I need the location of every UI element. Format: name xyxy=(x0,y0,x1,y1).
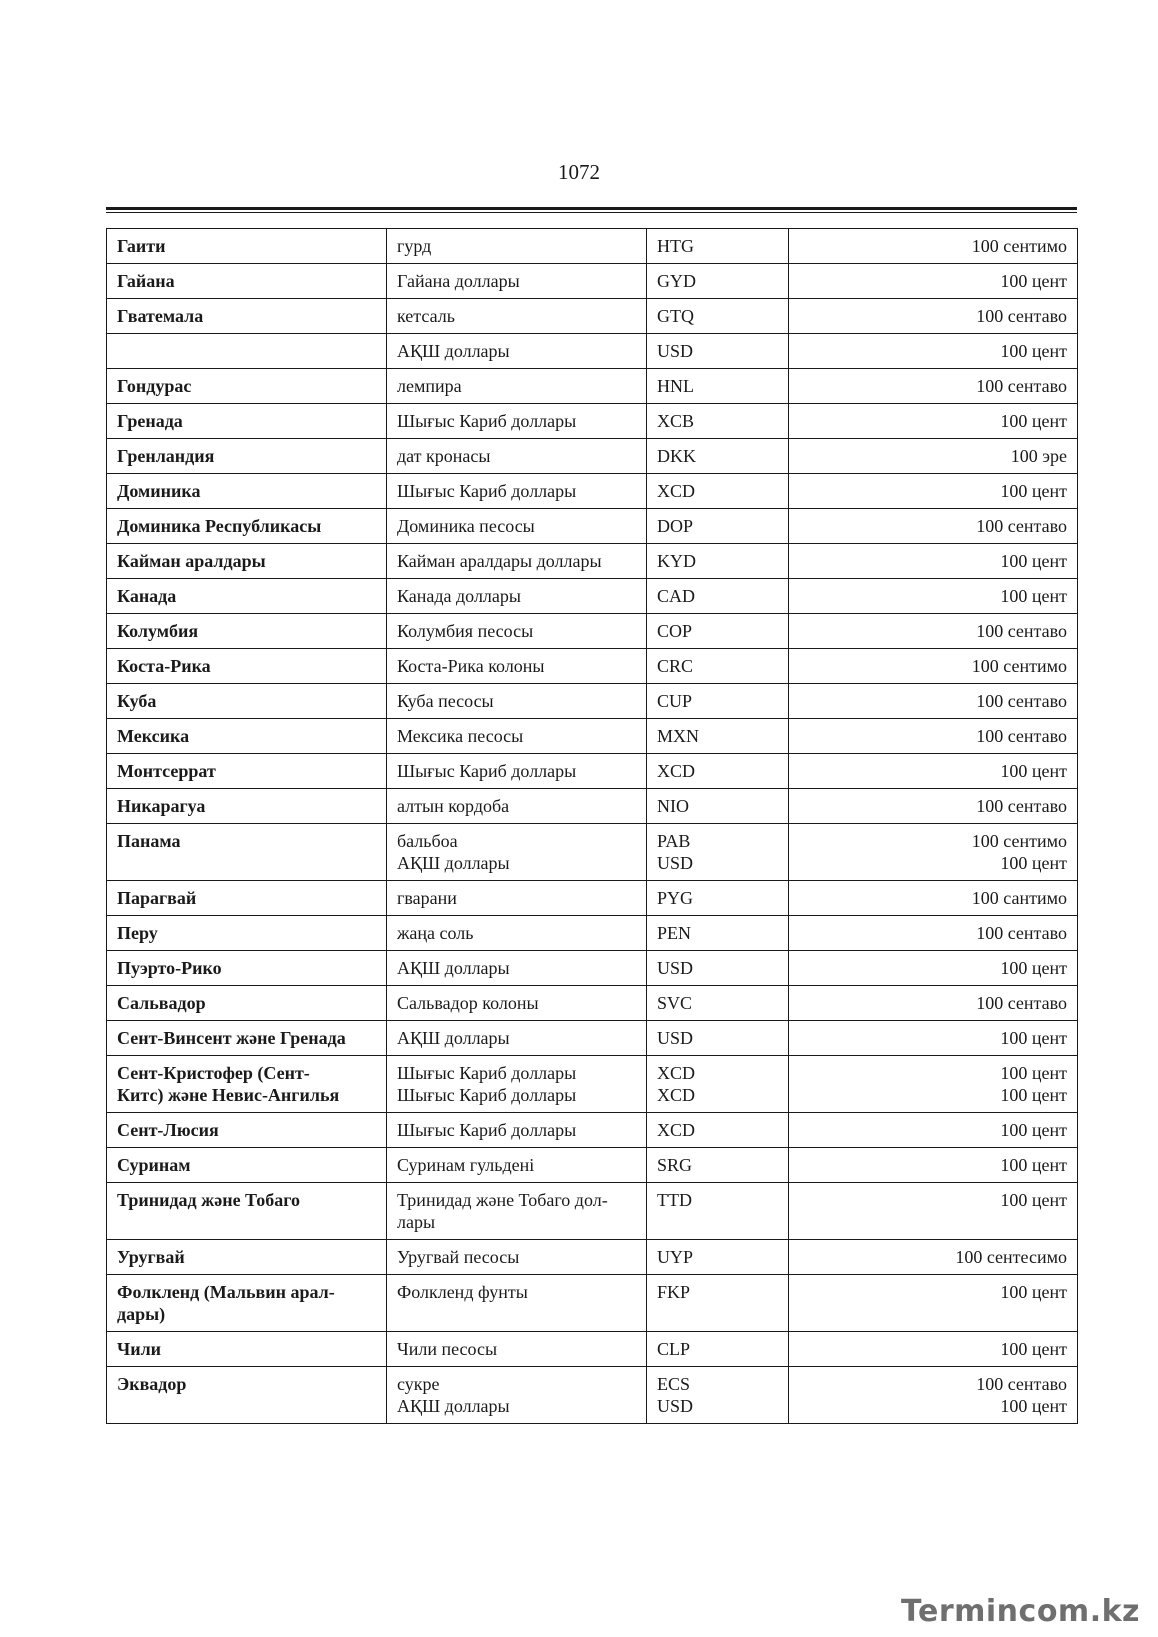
currency-cell-line: сукре xyxy=(397,1374,440,1394)
subunit-cell xyxy=(789,1332,1078,1367)
code-cell-line: XCD xyxy=(657,481,696,501)
code-cell xyxy=(647,544,789,579)
header-rule-thin xyxy=(106,212,1077,213)
country-cell-line: Уругвай xyxy=(117,1247,185,1267)
currency-cell xyxy=(387,369,647,404)
code-cell xyxy=(647,509,789,544)
currency-cell-line: АҚШ доллары xyxy=(397,1396,510,1416)
code-cell-line: CRC xyxy=(657,656,694,676)
code-cell xyxy=(647,649,789,684)
code-cell-line: TTD xyxy=(657,1190,692,1210)
code-cell-line: UYP xyxy=(657,1247,694,1267)
subunit-cell xyxy=(789,369,1078,404)
code-cell-line: SRG xyxy=(657,1155,693,1175)
subunit-cell xyxy=(789,649,1078,684)
subunit-cell-line: 100 цент xyxy=(1000,271,1067,291)
code-cell-line: CLP xyxy=(657,1339,691,1359)
table-row xyxy=(107,986,1078,1021)
country-cell xyxy=(107,1367,387,1424)
country-cell xyxy=(107,229,387,264)
currency-cell-line: гурд xyxy=(397,236,432,256)
currency-cell xyxy=(387,1240,647,1275)
code-cell xyxy=(647,404,789,439)
country-cell xyxy=(107,404,387,439)
code-cell xyxy=(647,369,789,404)
code-cell xyxy=(647,1367,789,1424)
country-cell xyxy=(107,1240,387,1275)
code-cell xyxy=(647,986,789,1021)
country-cell xyxy=(107,439,387,474)
subunit-cell-line: 100 сентаво xyxy=(976,796,1067,816)
table-row xyxy=(107,824,1078,881)
code-cell-line: XCD xyxy=(657,1063,696,1083)
code-cell xyxy=(647,1113,789,1148)
country-cell xyxy=(107,614,387,649)
currency-cell xyxy=(387,789,647,824)
subunit-cell-line: 100 цент xyxy=(1000,958,1067,978)
code-cell xyxy=(647,916,789,951)
header-rule-thick xyxy=(106,207,1077,210)
table-row xyxy=(107,1367,1078,1424)
currency-cell-line: Канада доллары xyxy=(397,586,521,606)
page-number: 1072 xyxy=(558,160,600,184)
code-cell xyxy=(647,474,789,509)
subunit-cell-line: 100 цент xyxy=(1000,551,1067,571)
code-cell xyxy=(647,1148,789,1183)
currency-cell xyxy=(387,1021,647,1056)
subunit-cell xyxy=(789,264,1078,299)
table-row xyxy=(107,951,1078,986)
table-row xyxy=(107,614,1078,649)
subunit-cell xyxy=(789,229,1078,264)
country-cell-line: Китс) және Невис-Ангилья xyxy=(117,1085,340,1105)
code-cell-line: COP xyxy=(657,621,693,641)
code-cell-line: USD xyxy=(657,1396,694,1416)
country-cell-line: дары) xyxy=(117,1304,166,1324)
country-cell-line: Панама xyxy=(117,831,181,851)
subunit-cell-line: 100 сентимо xyxy=(971,831,1067,851)
currency-cell-line: Суринам гульдені xyxy=(397,1155,535,1175)
currency-cell xyxy=(387,649,647,684)
subunit-cell-line: 100 цент xyxy=(1000,481,1067,501)
subunit-cell xyxy=(789,404,1078,439)
country-cell-line: Тринидад және Тобаго xyxy=(117,1190,300,1210)
table-row xyxy=(107,229,1078,264)
subunit-cell xyxy=(789,986,1078,1021)
country-cell xyxy=(107,986,387,1021)
subunit-cell xyxy=(789,439,1078,474)
table-row xyxy=(107,579,1078,614)
subunit-cell xyxy=(789,1367,1078,1424)
country-cell xyxy=(107,299,387,334)
country-cell-line: Суринам xyxy=(117,1155,191,1175)
subunit-cell-line: 100 цент xyxy=(1000,1063,1067,1083)
code-cell-line: PYG xyxy=(657,888,694,908)
subunit-cell-line: 100 цент xyxy=(1000,586,1067,606)
country-cell xyxy=(107,1113,387,1148)
code-cell-line: HNL xyxy=(657,376,694,396)
code-cell-line: PAB xyxy=(657,831,691,851)
table-row xyxy=(107,1240,1078,1275)
country-cell-line: Кайман аралдары xyxy=(117,551,266,571)
currency-cell-line: Тринидад және Тобаго дол- xyxy=(397,1190,608,1210)
code-cell-line: XCD xyxy=(657,1120,696,1140)
table-row xyxy=(107,649,1078,684)
code-cell xyxy=(647,1240,789,1275)
subunit-cell xyxy=(789,881,1078,916)
country-cell-line: Монтсеррат xyxy=(117,761,216,781)
country-cell xyxy=(107,754,387,789)
code-cell xyxy=(647,881,789,916)
country-cell-line: Гондурас xyxy=(117,376,192,396)
subunit-cell-line: 100 сентаво xyxy=(976,376,1067,396)
currency-cell-line: жаңа соль xyxy=(397,923,474,943)
code-cell-line: CAD xyxy=(657,586,696,606)
currency-cell-line: АҚШ доллары xyxy=(397,958,510,978)
code-cell xyxy=(647,264,789,299)
subunit-cell-line: 100 сентаво xyxy=(976,621,1067,641)
code-cell xyxy=(647,1275,789,1332)
code-cell xyxy=(647,1183,789,1240)
country-cell xyxy=(107,649,387,684)
table-row xyxy=(107,369,1078,404)
subunit-cell-line: 100 сентимо xyxy=(971,236,1067,256)
table-row xyxy=(107,299,1078,334)
country-cell-line: Канада xyxy=(117,586,177,606)
currency-cell xyxy=(387,1275,647,1332)
subunit-cell xyxy=(789,1275,1078,1332)
table-row xyxy=(107,684,1078,719)
country-cell-line: Гватемала xyxy=(117,306,204,326)
subunit-cell-line: 100 цент xyxy=(1000,1282,1067,1302)
code-cell xyxy=(647,951,789,986)
subunit-cell-line: 100 сентаво xyxy=(976,993,1067,1013)
table-row xyxy=(107,334,1078,369)
subunit-cell xyxy=(789,299,1078,334)
subunit-cell-line: 100 цент xyxy=(1000,1028,1067,1048)
currency-cell xyxy=(387,614,647,649)
currency-cell xyxy=(387,754,647,789)
currency-cell-line: гварани xyxy=(397,888,457,908)
currency-cell-line: лемпира xyxy=(397,376,462,396)
table-row xyxy=(107,916,1078,951)
country-cell xyxy=(107,1021,387,1056)
subunit-cell xyxy=(789,1183,1078,1240)
subunit-cell xyxy=(789,1113,1078,1148)
code-cell-line: ECS xyxy=(657,1374,691,1394)
subunit-cell xyxy=(789,509,1078,544)
code-cell-line: MXN xyxy=(657,726,700,746)
subunit-cell-line: 100 сентаво xyxy=(976,306,1067,326)
code-cell xyxy=(647,229,789,264)
country-cell xyxy=(107,264,387,299)
code-cell-line: GTQ xyxy=(657,306,694,326)
country-cell xyxy=(107,509,387,544)
table-row xyxy=(107,1332,1078,1367)
table-row xyxy=(107,474,1078,509)
table-row xyxy=(107,754,1078,789)
currency-cell xyxy=(387,334,647,369)
country-cell-line: Эквадор xyxy=(117,1374,187,1394)
subunit-cell xyxy=(789,474,1078,509)
subunit-cell xyxy=(789,1240,1078,1275)
table-row xyxy=(107,1113,1078,1148)
currency-cell xyxy=(387,1367,647,1424)
country-cell-line: Гаити xyxy=(117,236,166,256)
subunit-cell-line: 100 цент xyxy=(1000,761,1067,781)
currency-cell-line: Сальвадор колоны xyxy=(397,993,539,1013)
code-cell xyxy=(647,754,789,789)
subunit-cell xyxy=(789,916,1078,951)
subunit-cell-line: 100 сентаво xyxy=(976,726,1067,746)
country-cell-line: Сент-Кристофер (Сент- xyxy=(117,1063,310,1083)
country-cell xyxy=(107,1056,387,1113)
currency-cell-line: Чили песосы xyxy=(397,1339,498,1359)
subunit-cell xyxy=(789,684,1078,719)
code-cell-line: USD xyxy=(657,958,694,978)
code-cell xyxy=(647,719,789,754)
country-cell xyxy=(107,579,387,614)
currency-cell xyxy=(387,916,647,951)
currency-cell xyxy=(387,986,647,1021)
code-cell-line: USD xyxy=(657,1028,694,1048)
subunit-cell-line: 100 цент xyxy=(1000,1190,1067,1210)
country-cell-line: Гренада xyxy=(117,411,183,431)
currency-cell xyxy=(387,299,647,334)
code-cell xyxy=(647,614,789,649)
subunit-cell-line: 100 цент xyxy=(1000,1396,1067,1416)
code-cell-line: DKK xyxy=(657,446,696,466)
code-cell-line: HTG xyxy=(657,236,694,256)
table-row xyxy=(107,1021,1078,1056)
subunit-cell xyxy=(789,719,1078,754)
currency-cell-line: АҚШ доллары xyxy=(397,341,510,361)
subunit-cell-line: 100 сентаво xyxy=(976,923,1067,943)
subunit-cell-line: 100 цент xyxy=(1000,1085,1067,1105)
country-cell xyxy=(107,1183,387,1240)
country-cell-line: Фолкленд (Мальвин арал- xyxy=(117,1282,335,1302)
country-cell xyxy=(107,719,387,754)
code-cell-line: PEN xyxy=(657,923,692,943)
currency-cell-line: АҚШ доллары xyxy=(397,1028,510,1048)
code-cell-line: CUP xyxy=(657,691,693,711)
currency-cell xyxy=(387,1148,647,1183)
currency-cell-line: Шығыс Кариб доллары xyxy=(397,1085,577,1105)
subunit-cell-line: 100 сентаво xyxy=(976,691,1067,711)
currency-cell-line: лары xyxy=(397,1212,436,1232)
country-cell-line: Сент-Винсент және Гренада xyxy=(117,1028,346,1048)
country-cell-line: Мексика xyxy=(117,726,190,746)
code-cell xyxy=(647,789,789,824)
code-cell xyxy=(647,1021,789,1056)
currency-cell-line: Коста-Рика колоны xyxy=(397,656,545,676)
country-cell-line: Доминика xyxy=(117,481,201,501)
subunit-cell xyxy=(789,1056,1078,1113)
country-cell xyxy=(107,1275,387,1332)
country-cell xyxy=(107,334,387,369)
currency-cell-line: Шығыс Кариб доллары xyxy=(397,1120,577,1140)
table-row xyxy=(107,509,1078,544)
subunit-cell-line: 100 сентимо xyxy=(971,656,1067,676)
country-cell xyxy=(107,881,387,916)
code-cell-line: KYD xyxy=(657,551,696,571)
currency-cell xyxy=(387,719,647,754)
code-cell-line: GYD xyxy=(657,271,696,291)
code-cell xyxy=(647,1332,789,1367)
country-cell xyxy=(107,916,387,951)
currency-cell xyxy=(387,229,647,264)
currency-cell xyxy=(387,1056,647,1113)
code-cell-line: XCB xyxy=(657,411,695,431)
currency-cell-line: АҚШ доллары xyxy=(397,853,510,873)
table-row xyxy=(107,789,1078,824)
table-body xyxy=(107,229,1078,1424)
subunit-cell-line: 100 цент xyxy=(1000,1120,1067,1140)
currency-cell-line: бальбоа xyxy=(397,831,458,851)
table-row xyxy=(107,881,1078,916)
country-cell xyxy=(107,369,387,404)
subunit-cell xyxy=(789,614,1078,649)
country-cell-line: Коста-Рика xyxy=(117,656,211,676)
country-cell xyxy=(107,824,387,881)
currency-cell-line: Мексика песосы xyxy=(397,726,524,746)
country-cell xyxy=(107,474,387,509)
currency-cell-line: Шығыс Кариб доллары xyxy=(397,481,577,501)
subunit-cell xyxy=(789,579,1078,614)
country-cell-line: Никарагуа xyxy=(117,796,206,816)
country-cell-line: Перу xyxy=(117,923,158,943)
currency-cell xyxy=(387,1332,647,1367)
currency-cell-line: Куба песосы xyxy=(397,691,494,711)
currency-cell-line: кетсаль xyxy=(397,306,455,326)
subunit-cell xyxy=(789,544,1078,579)
code-cell-line: FKP xyxy=(657,1282,691,1302)
subunit-cell xyxy=(789,1148,1078,1183)
table-row xyxy=(107,1183,1078,1240)
currency-cell xyxy=(387,439,647,474)
currency-cell xyxy=(387,951,647,986)
subunit-cell-line: 100 сентесимо xyxy=(955,1247,1067,1267)
table-row xyxy=(107,1148,1078,1183)
subunit-cell-line: 100 сентаво xyxy=(976,1374,1067,1394)
country-cell xyxy=(107,951,387,986)
currency-cell xyxy=(387,404,647,439)
currency-cell xyxy=(387,684,647,719)
currency-cell xyxy=(387,1113,647,1148)
subunit-cell xyxy=(789,754,1078,789)
currency-cell xyxy=(387,579,647,614)
code-cell xyxy=(647,579,789,614)
currency-cell-line: Гайана доллары xyxy=(397,271,520,291)
code-cell xyxy=(647,824,789,881)
subunit-cell-line: 100 цент xyxy=(1000,853,1067,873)
currency-cell-line: алтын кордоба xyxy=(397,796,510,816)
table-row xyxy=(107,439,1078,474)
country-cell-line: Куба xyxy=(117,691,157,711)
code-cell xyxy=(647,299,789,334)
subunit-cell-line: 100 цент xyxy=(1000,341,1067,361)
currency-table xyxy=(106,228,1078,1424)
code-cell-line: SVC xyxy=(657,993,693,1013)
country-cell xyxy=(107,1332,387,1367)
currency-cell-line: Кайман аралдары доллары xyxy=(397,551,602,571)
subunit-cell xyxy=(789,824,1078,881)
code-cell-line: USD xyxy=(657,853,694,873)
table-row xyxy=(107,1056,1078,1113)
code-cell-line: USD xyxy=(657,341,694,361)
subunit-cell-line: 100 цент xyxy=(1000,411,1067,431)
country-cell-line: Сальвадор xyxy=(117,993,206,1013)
country-cell-line: Сент-Люсия xyxy=(117,1120,219,1140)
currency-cell xyxy=(387,881,647,916)
code-cell-line: NIO xyxy=(657,796,689,816)
country-cell-line: Пуэрто-Рико xyxy=(117,958,222,978)
code-cell-line: XCD xyxy=(657,1085,696,1105)
subunit-cell-line: 100 эре xyxy=(1010,446,1067,466)
subunit-cell xyxy=(789,789,1078,824)
country-cell-line: Чили xyxy=(117,1339,162,1359)
table-row xyxy=(107,264,1078,299)
subunit-cell xyxy=(789,951,1078,986)
currency-cell xyxy=(387,1183,647,1240)
currency-cell-line: Шығыс Кариб доллары xyxy=(397,411,577,431)
subunit-cell-line: 100 цент xyxy=(1000,1155,1067,1175)
table-row xyxy=(107,404,1078,439)
table-row xyxy=(107,544,1078,579)
currency-cell xyxy=(387,544,647,579)
code-cell-line: DOP xyxy=(657,516,694,536)
country-cell-line: Парагвай xyxy=(117,888,197,908)
currency-cell-line: Уругвай песосы xyxy=(397,1247,520,1267)
subunit-cell-line: 100 сантимо xyxy=(971,888,1067,908)
currency-cell-line: Колумбия песосы xyxy=(397,621,534,641)
currency-cell-line: Шығыс Кариб доллары xyxy=(397,761,577,781)
currency-cell-line: Доминика песосы xyxy=(397,516,535,536)
table-row xyxy=(107,719,1078,754)
currency-cell-line: Шығыс Кариб доллары xyxy=(397,1063,577,1083)
country-cell xyxy=(107,684,387,719)
country-cell xyxy=(107,544,387,579)
subunit-cell-line: 100 цент xyxy=(1000,1339,1067,1359)
currency-cell-line: Фолкленд фунты xyxy=(397,1282,528,1302)
country-cell-line: Гайана xyxy=(117,271,175,291)
currency-cell xyxy=(387,264,647,299)
code-cell xyxy=(647,1056,789,1113)
country-cell-line: Доминика Республикасы xyxy=(117,516,322,536)
currency-cell xyxy=(387,824,647,881)
code-cell xyxy=(647,439,789,474)
currency-cell xyxy=(387,474,647,509)
currency-cell-line: дат кронасы xyxy=(397,446,491,466)
country-cell-line: Гренландия xyxy=(117,446,215,466)
subunit-cell xyxy=(789,1021,1078,1056)
currency-cell xyxy=(387,509,647,544)
code-cell xyxy=(647,334,789,369)
subunit-cell-line: 100 сентаво xyxy=(976,516,1067,536)
watermark-logo: Termincom.kz xyxy=(901,1594,1140,1629)
code-cell-line: XCD xyxy=(657,761,696,781)
country-cell xyxy=(107,789,387,824)
subunit-cell xyxy=(789,334,1078,369)
table-row xyxy=(107,1275,1078,1332)
code-cell xyxy=(647,684,789,719)
country-cell-line: Колумбия xyxy=(117,621,199,641)
country-cell xyxy=(107,1148,387,1183)
